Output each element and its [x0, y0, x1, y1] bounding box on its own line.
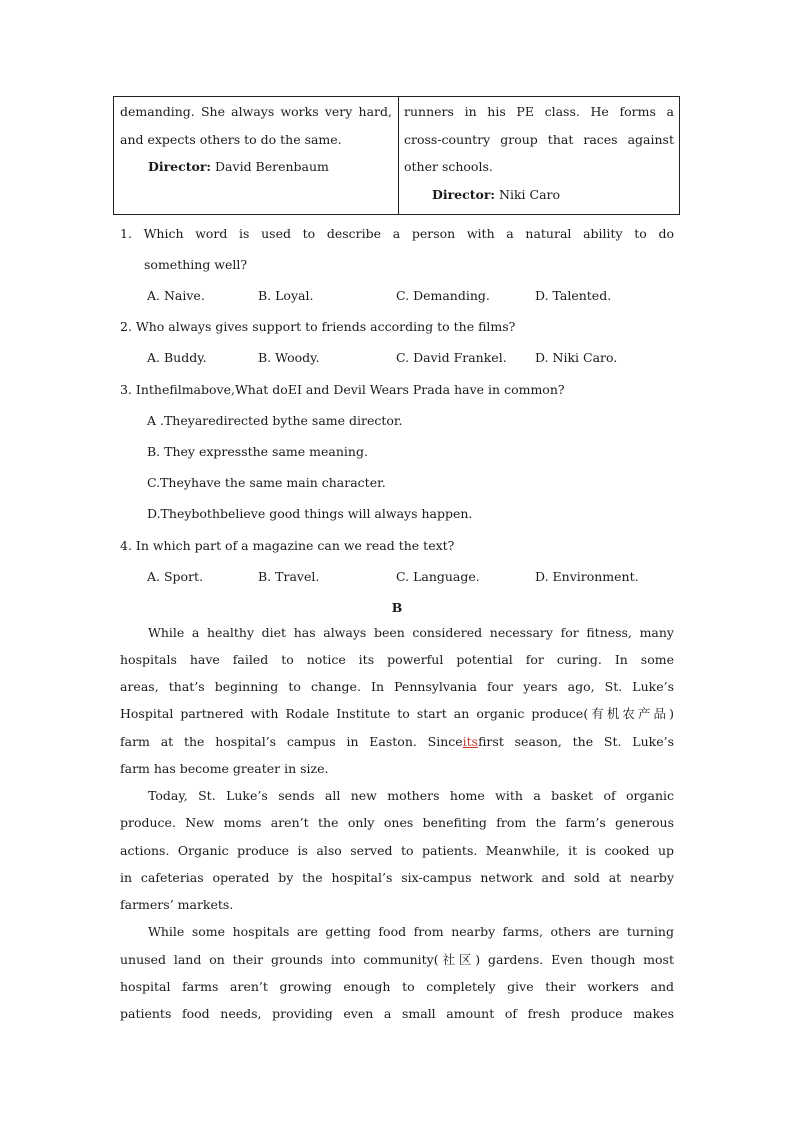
passage-line: patients food needs, providing even a small amount of fresh produce makes [120, 1006, 674, 1021]
table-cell-right [404, 97, 674, 207]
director-line [404, 180, 674, 208]
marked-word: its [462, 734, 479, 749]
film-table [113, 96, 680, 215]
q4-option-a: A. Sport. [147, 569, 204, 584]
section-heading: B [391, 600, 403, 615]
director-label: Director: [432, 186, 496, 202]
q2-option-c: C. David Frankel. [396, 350, 507, 365]
passage-line: produce. New moms aren’t the only ones benefiting from the farm’s generous [120, 815, 674, 830]
cell-text-line: demanding. She always works very hard, [120, 104, 392, 119]
question-1-stem-cont: something well? [144, 257, 248, 272]
q2-option-a: A. Buddy. [147, 350, 207, 365]
question-1-stem: 1. Which word is used to describe a person with a natural ability to do [120, 226, 674, 241]
passage-line: hospital farms aren’t growing enough to completely give their workers and [120, 979, 674, 994]
cell-text-line: runners in his PE class. He forms a [404, 104, 674, 119]
passage-line [120, 733, 674, 751]
q1-option-a: A. Naive. [147, 288, 205, 303]
passage-line: in cafeterias operated by the hospital’s six-campus network and sold at nearby [120, 870, 674, 885]
q4-option-b: B. Travel. [258, 569, 320, 584]
q4-option-d: D. Environment. [535, 569, 639, 584]
q3-option-d: D.Theybothbelieve good things will always happen. [147, 506, 473, 521]
q3-option-b: B. They expressthe same meaning. [147, 444, 368, 459]
question-2-stem: 2. Who always gives support to friends according to the films? [120, 319, 516, 334]
passage-line: actions. Organic produce is also served to patients. Meanwhile, it is cooked up [120, 843, 674, 858]
q1-option-c: C. Demanding. [396, 288, 490, 303]
table-cell-left [120, 97, 392, 180]
q4-option-c: C. Language. [396, 569, 480, 584]
director-name: David Berenbaum [211, 159, 329, 174]
q3-option-a: A .Theyaredirected bythe same director. [147, 413, 403, 428]
passage-line: While some hospitals are getting food from nearby farms, others are turning [148, 924, 674, 939]
passage-line: farmers’ markets. [120, 897, 234, 912]
director-name: Niki Caro [495, 186, 561, 202]
passage-line: areas, that’s beginning to change. In Pennsylvania four years ago, St. Luke’s [120, 679, 674, 694]
director-label: Director: [148, 159, 212, 174]
passage-line: unused land on their grounds into community(社区) gardens. Even though most [120, 952, 674, 967]
passage-text: farm at the hospital’s campus in Easton. Since [120, 734, 463, 749]
passage-line: Hospital partnered with Rodale Institute to start an organic produce(有机农产品) [120, 706, 674, 721]
q2-option-b: B. Woody. [258, 350, 320, 365]
q3-option-c: C.Theyhave the same main character. [147, 475, 386, 490]
q2-option-d: D. Niki Caro. [535, 350, 618, 365]
question-3-stem: 3. Inthefilmabove,What doEI and Devil Wears Prada have in common? [120, 382, 565, 397]
passage-line: Today, St. Luke’s sends all new mothers home with a basket of organic [148, 788, 674, 803]
q1-option-b: B. Loyal. [258, 288, 314, 303]
passage-line: farm has become greater in size. [120, 761, 329, 776]
passage-text: first season, the St. Luke’s [478, 734, 674, 749]
director-line [120, 152, 392, 180]
question-4-stem: 4. In which part of a magazine can we read the text? [120, 538, 455, 553]
passage-line: While a healthy diet has always been considered necessary for fitness, many [148, 625, 674, 640]
passage-line: hospitals have failed to notice its powerful potential for curing. In some [120, 652, 674, 667]
q1-option-d: D. Talented. [535, 288, 612, 303]
cell-text-line: cross-country group that races against [404, 131, 674, 147]
cell-text-line: other schools. [404, 159, 493, 174]
table-divider [398, 97, 399, 214]
cell-text-line: and expects others to do the same. [120, 131, 342, 147]
